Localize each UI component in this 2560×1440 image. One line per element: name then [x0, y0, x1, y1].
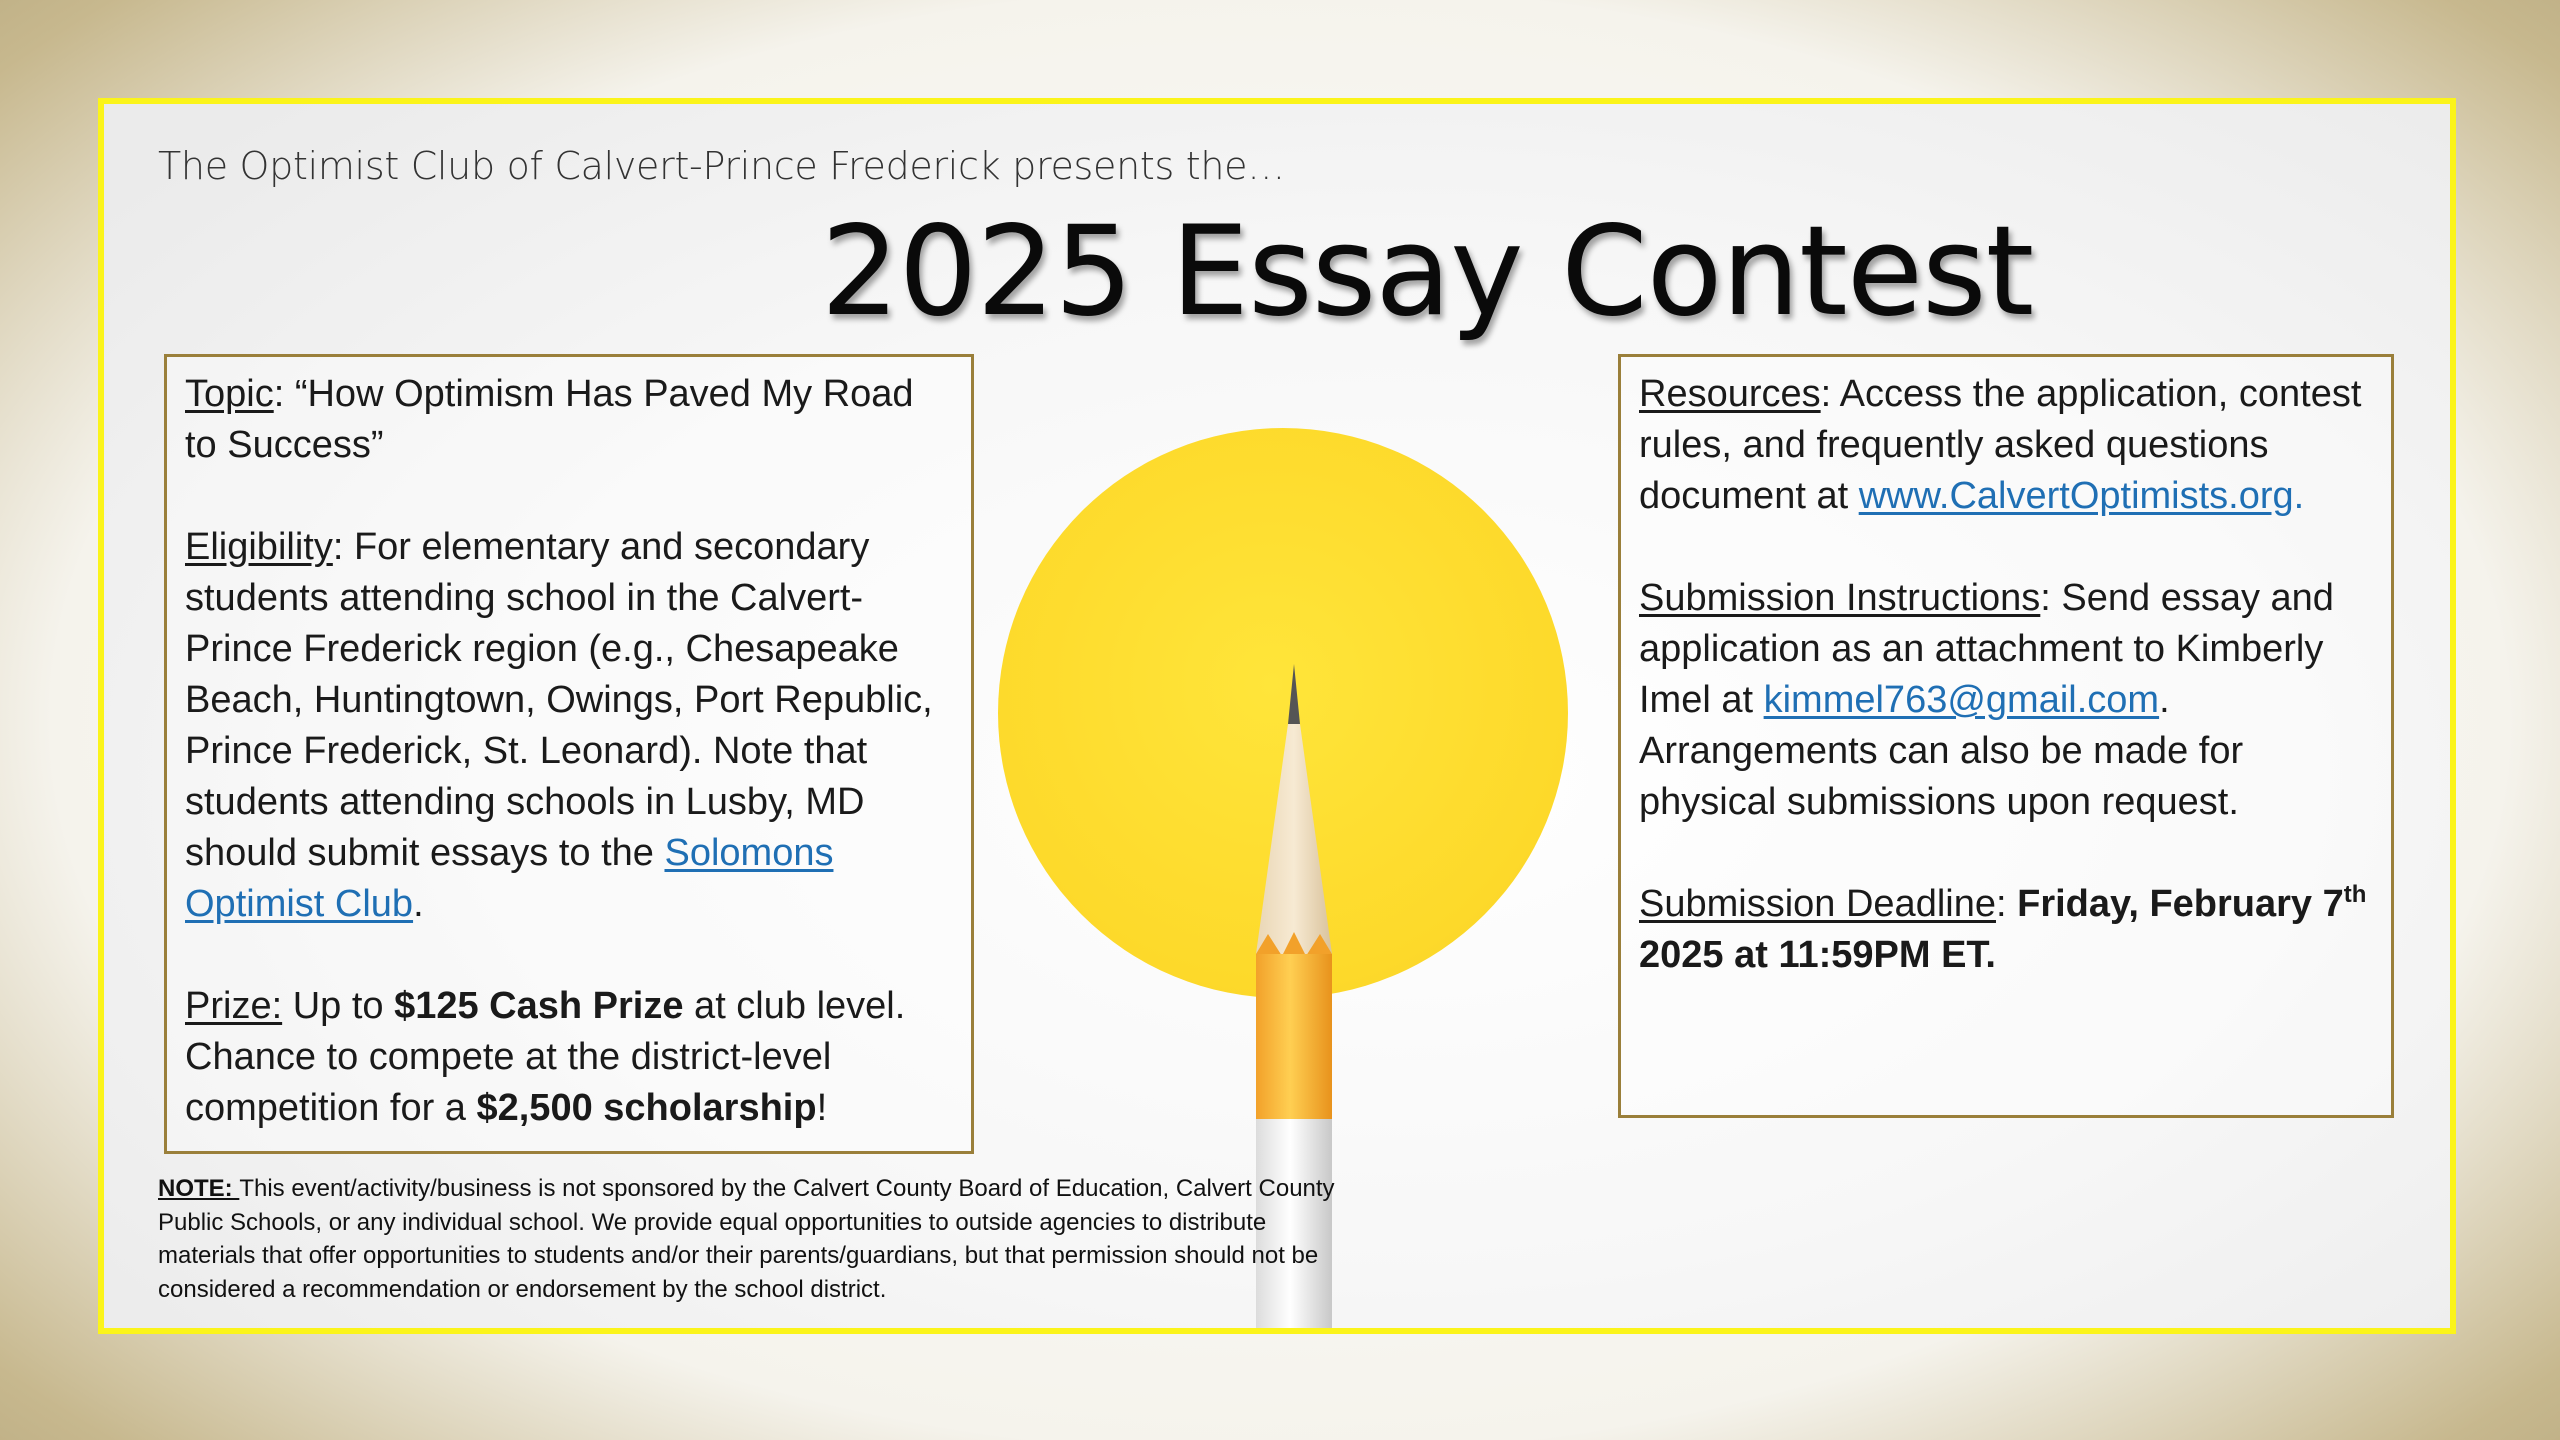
- eligibility-end: .: [413, 883, 424, 925]
- resources-paragraph: [1639, 369, 2373, 522]
- submission-label: Submission Instructions: [1639, 577, 2041, 619]
- topic-label: Topic: [185, 373, 274, 415]
- note-label: NOTE:: [158, 1175, 240, 1202]
- disclaimer-note: [158, 1172, 1338, 1306]
- prize-text-1: Up to: [282, 985, 395, 1027]
- prize-end: !: [816, 1087, 828, 1129]
- eligibility-text: : For elementary and secondary students attending school in the Calvert-Prince Frederick region (e.g., Chesapeake Beach, Huntingtown, Owings, Port Republic, Prince Frederick, St. Leonard). Note that students attending schools in Lusby, MD should submit essays to the: [185, 526, 933, 874]
- resources-label: Resources: [1639, 373, 1821, 415]
- prize-paragraph: [185, 981, 953, 1134]
- deadline-date: Friday, February 7: [2017, 883, 2344, 925]
- details-box-left: [164, 354, 974, 1154]
- deadline-sup: th: [2343, 881, 2367, 908]
- topic-text: : “How Optimism Has Paved My Road to Success”: [185, 373, 914, 466]
- deadline-label: Submission Deadline: [1639, 883, 1996, 925]
- submission-end: . Arrangements can also be made for physical submissions upon request.: [1639, 679, 2244, 823]
- submission-paragraph: [1639, 573, 2373, 828]
- solomons-optimist-club-link[interactable]: Solomons Optimist Club: [185, 832, 834, 925]
- prize-text-2: at club level. Chance to compete at the district-level competition for a: [185, 985, 906, 1129]
- resources-text: : Access the application, contest rules, and frequently asked questions document at: [1639, 373, 2362, 517]
- presenter-line: The Optimist Club of Calvert-Prince Frederick presents the…: [158, 144, 1285, 188]
- eligibility-label: Eligibility: [185, 526, 333, 568]
- submission-text: : Send essay and application as an attachment to Kimberly Imel at: [1639, 577, 2334, 721]
- email-link[interactable]: kimmel763@gmail.com: [1763, 679, 2160, 721]
- prize-amount: $125 Cash Prize: [394, 985, 684, 1027]
- calvert-optimists-link[interactable]: www.CalvertOptimists.org: [1858, 475, 2294, 517]
- flyer-slide: [98, 98, 2456, 1334]
- note-text: This event/activity/business is not sponsored by the Calvert County Board of Education, Calvert County Public Schools, or any individual school. We provide equal opportunities to outside agencies to distribute materials that offer opportunities to students and/or their parents/guardians, but that permission should not be considered a recommendation or endorsement by the school district.: [158, 1175, 1335, 1303]
- topic-paragraph: [185, 369, 953, 471]
- eligibility-paragraph: [185, 522, 953, 930]
- deadline-text: :: [1995, 883, 2018, 925]
- prize-label: Prize:: [185, 985, 283, 1027]
- page-title: 2025 Essay Contest: [820, 200, 2034, 344]
- scholarship-amount: $2,500 scholarship: [476, 1087, 817, 1129]
- details-box-right: [1618, 354, 2394, 1118]
- deadline-time: 2025 at 11:59PM ET.: [1639, 934, 1996, 976]
- resources-end: .: [2293, 475, 2305, 517]
- deadline-paragraph: [1639, 879, 2373, 981]
